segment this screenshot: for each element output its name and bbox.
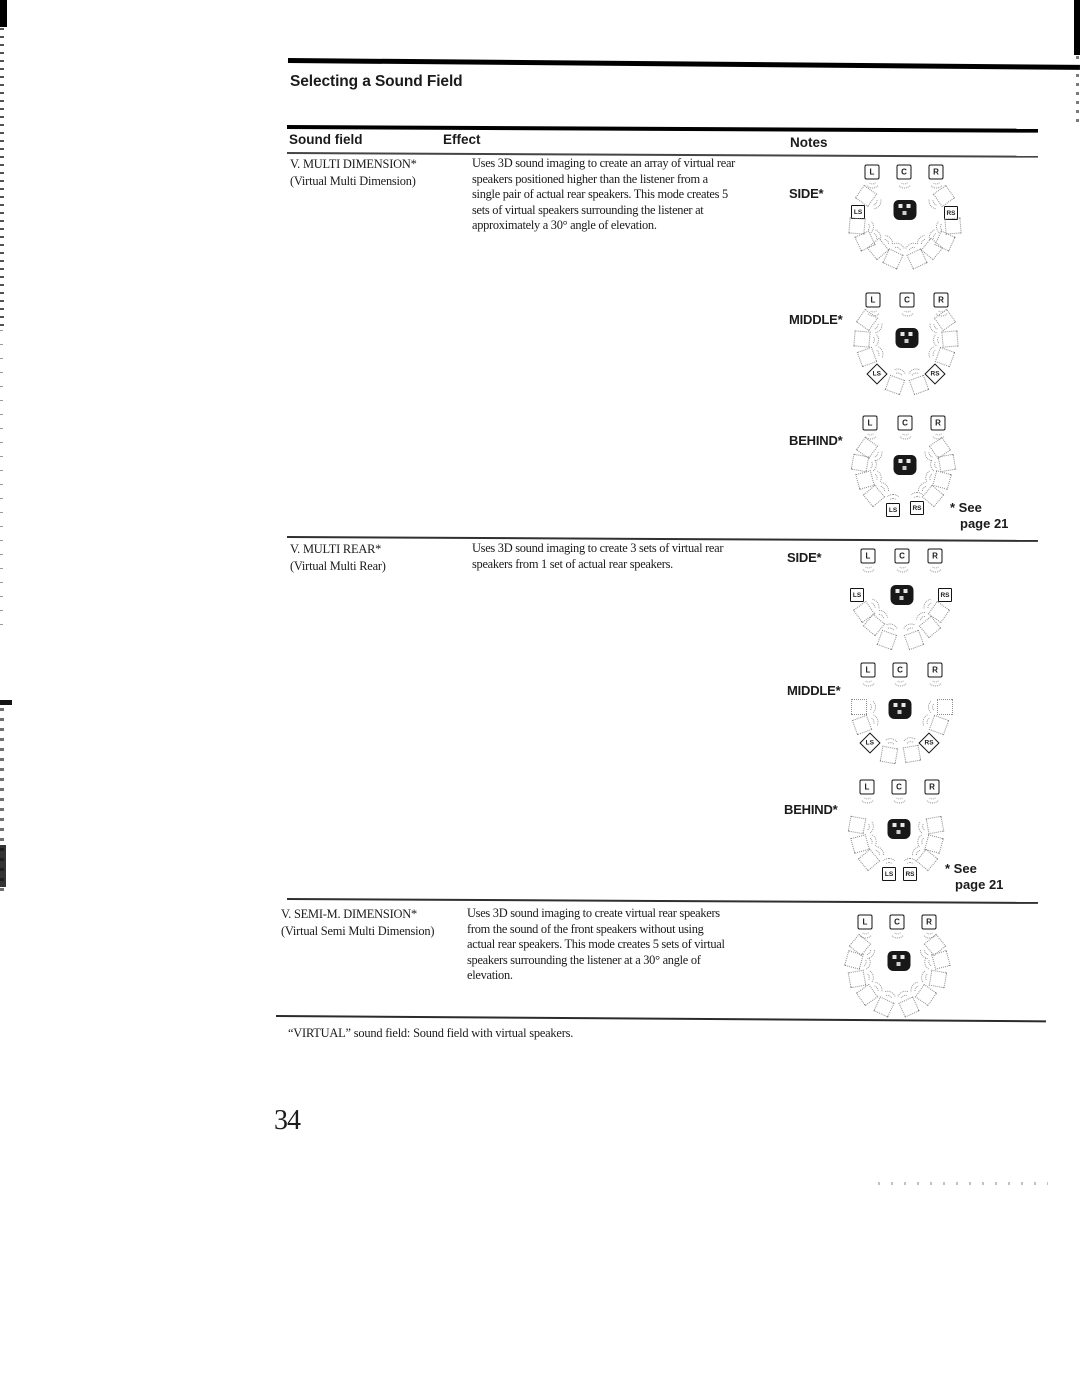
sound-wave-icon	[923, 794, 941, 806]
speaker-label: R	[932, 551, 938, 561]
table-bottom-rule	[276, 1015, 1046, 1022]
page-number: 34	[274, 1105, 300, 1136]
speaker-label: C	[902, 418, 908, 428]
speaker-label: C	[897, 665, 903, 675]
front-speaker-l-icon	[866, 293, 881, 308]
rear-speaker-ls-icon	[882, 867, 896, 881]
front-speaker-r-icon	[928, 549, 943, 564]
effect-line: Uses 3D sound imaging to create 3 sets of virtual rear	[472, 541, 724, 555]
virtual-speaker-icon	[848, 816, 867, 835]
front-speaker-l-icon	[861, 663, 876, 678]
front-speaker-l-icon	[865, 165, 880, 180]
virtual-speaker-icon	[858, 849, 881, 872]
sound-wave-icon	[893, 986, 914, 1004]
speaker-label: RS	[940, 591, 950, 599]
front-speaker-c-icon	[898, 416, 913, 431]
effect-line: approximately a 30° angle of elevation.	[472, 218, 657, 233]
virtual-speaker-icon	[915, 984, 937, 1006]
rear-speaker-rs-icon	[903, 867, 917, 881]
effect-text	[472, 541, 792, 572]
virtual-speaker-icon	[856, 984, 878, 1006]
virtual-speaker-icon	[904, 630, 925, 651]
sound-wave-icon	[865, 594, 885, 616]
virtual-speaker-icon	[909, 375, 930, 396]
speaker-label: LS	[865, 739, 875, 747]
speaker-label: R	[933, 167, 939, 177]
front-speaker-c-icon	[893, 663, 908, 678]
front-speaker-c-icon	[897, 165, 912, 180]
table-row-sound-field	[290, 541, 475, 574]
speaker-label: L	[870, 295, 876, 305]
virtual-speaker-icon	[885, 375, 906, 396]
surround-speaker-ls-icon	[859, 732, 880, 753]
virtual-speaker-icon	[929, 970, 948, 989]
see-page-note	[945, 861, 1003, 892]
sound-wave-icon	[918, 710, 935, 731]
speaker-label: L	[869, 167, 875, 177]
surround-speaker-rs-icon	[918, 732, 939, 753]
front-speaker-c-icon	[892, 780, 907, 795]
sound-wave-icon	[905, 977, 925, 999]
sound-wave-icon	[926, 563, 944, 575]
column-header-notes: Notes	[790, 135, 828, 150]
virtual-speaker-icon	[844, 950, 864, 970]
sound-wave-icon	[865, 710, 882, 731]
sound-wave-icon	[913, 477, 934, 499]
virtual-speaker-icon	[926, 816, 945, 835]
speaker-label: LS	[888, 506, 898, 514]
front-speaker-r-icon	[931, 416, 946, 431]
virtual-speaker-icon	[944, 217, 961, 234]
front-speaker-c-icon	[900, 293, 915, 308]
sound-wave-icon	[864, 830, 880, 850]
column-header-sound-field: Sound field	[289, 132, 363, 147]
rear-speaker-ls-icon	[850, 588, 864, 602]
front-speaker-r-icon	[925, 780, 940, 795]
sound-wave-icon	[926, 677, 944, 689]
sound-wave-icon	[913, 830, 929, 850]
effect-line: sets of virtual speakers surrounding the listener at	[472, 202, 704, 217]
effect-line: from the sound of the front speakers without using	[467, 921, 704, 936]
table-row-sound-field	[290, 156, 475, 189]
sound-wave-icon	[879, 986, 900, 1004]
speaker-label: C	[894, 917, 900, 927]
sound-wave-icon	[870, 342, 887, 363]
rear-speaker-rs-icon	[910, 501, 924, 515]
notes-position-label: BEHIND*	[789, 433, 843, 448]
effect-line: Uses 3D sound imaging to create virtual rear speakers	[467, 906, 720, 920]
sound-wave-icon	[896, 430, 914, 442]
front-speaker-l-icon	[860, 780, 875, 795]
sound-wave-icon	[895, 179, 913, 191]
sound-wave-icon	[868, 317, 888, 339]
table-row-sound-field	[281, 906, 466, 939]
sound-field-name: V. MULTI DIMENSION*	[290, 157, 417, 171]
front-speaker-r-icon	[934, 293, 949, 308]
speaker-label: RS	[946, 209, 956, 217]
sound-wave-icon	[869, 841, 890, 863]
effect-line: speakers from 1 set of actual rear speakers.	[472, 556, 673, 571]
notes-position-label: MIDDLE*	[789, 312, 843, 327]
virtual-speaker-icon	[898, 996, 919, 1017]
scan-artifact	[0, 330, 3, 630]
see-page-note	[950, 500, 1008, 531]
sound-wave-icon	[921, 466, 937, 486]
speaker-label: C	[896, 782, 902, 792]
speaker-label: L	[864, 782, 870, 792]
virtual-speaker-icon	[857, 347, 878, 368]
sound-wave-icon	[866, 698, 878, 716]
virtual-speaker-icon	[873, 996, 894, 1017]
table-header-rule	[287, 125, 1038, 133]
effect-text	[472, 156, 792, 234]
virtual-speaker-icon	[863, 485, 886, 508]
sound-wave-icon	[869, 466, 885, 486]
notes-position-label: MIDDLE*	[787, 683, 841, 698]
see-note-line: page 21	[955, 876, 1004, 892]
effect-line: speakers surrounding the listener at a 30° angle of	[467, 952, 701, 967]
scan-artifact	[0, 28, 4, 328]
sound-wave-icon	[891, 677, 909, 689]
sound-wave-icon	[904, 364, 925, 381]
page-title: Selecting a Sound Field	[290, 73, 463, 90]
notes-position-label: BEHIND*	[784, 802, 838, 817]
listener-icon	[889, 699, 912, 719]
virtual-speaker-icon	[856, 309, 878, 331]
scan-artifact	[0, 845, 6, 887]
front-speaker-l-icon	[861, 549, 876, 564]
sound-wave-icon	[881, 619, 902, 636]
virtual-speaker-icon	[848, 970, 867, 989]
sound-wave-icon	[859, 677, 877, 689]
virtual-speaker-icon	[941, 330, 958, 347]
virtual-speaker-icon	[853, 330, 870, 347]
notes-position-label: SIDE*	[787, 550, 822, 565]
front-speaker-r-icon	[928, 663, 943, 678]
sound-wave-icon	[923, 193, 943, 215]
speaker-label: L	[865, 665, 871, 675]
sound-wave-icon	[918, 594, 938, 616]
rear-speaker-rs-icon	[938, 588, 952, 602]
virtual-speaker-icon	[933, 185, 955, 207]
virtual-speaker-icon	[855, 185, 877, 207]
sound-field-subname: (Virtual Multi Rear)	[290, 558, 386, 573]
sound-wave-icon	[901, 238, 922, 256]
listener-icon	[894, 455, 917, 475]
virtual-speaker-icon	[877, 630, 898, 651]
effect-line: Uses 3D sound imaging to create an array of virtual rear	[472, 156, 736, 170]
speaker-label: C	[904, 295, 910, 305]
effect-line: single pair of actual rear speakers. This mode creates 5	[472, 187, 728, 202]
effect-line: speakers positioned higher than the listener from a	[472, 171, 708, 186]
sound-wave-icon	[926, 698, 938, 716]
table-footnote: “VIRTUAL” sound field: Sound field with virtual speakers.	[288, 1026, 574, 1040]
virtual-speaker-icon	[935, 347, 956, 368]
speaker-label: LS	[852, 591, 862, 599]
surround-speaker-ls-icon	[866, 363, 887, 384]
speaker-label: LS	[872, 370, 882, 378]
virtual-speaker-icon	[934, 309, 956, 331]
sound-wave-icon	[912, 230, 933, 252]
front-speaker-l-icon	[863, 416, 878, 431]
speaker-label: R	[929, 782, 935, 792]
sound-wave-icon	[888, 929, 906, 941]
sound-wave-icon	[858, 794, 876, 806]
scan-artifact	[0, 700, 12, 705]
front-speaker-l-icon	[858, 915, 873, 930]
sound-field-name: V. MULTI REAR*	[290, 542, 382, 556]
scan-artifact	[0, 0, 7, 27]
front-speaker-c-icon	[890, 915, 905, 930]
sound-wave-icon	[889, 364, 910, 381]
front-speaker-r-icon	[922, 915, 937, 930]
speaker-label: LS	[884, 870, 894, 878]
sound-wave-icon	[868, 977, 888, 999]
virtual-speaker-icon	[851, 699, 867, 715]
virtual-speaker-icon	[880, 746, 899, 765]
section-divider-rule	[288, 58, 1080, 70]
notes-position-label: SIDE*	[789, 186, 824, 201]
sound-wave-icon	[859, 563, 877, 575]
virtual-speaker-icon	[931, 950, 951, 970]
listener-icon	[896, 328, 919, 348]
listener-icon	[888, 819, 911, 839]
virtual-speaker-icon	[929, 715, 950, 736]
speaker-label: L	[865, 551, 871, 561]
listener-icon	[891, 585, 914, 605]
front-speaker-r-icon	[929, 165, 944, 180]
front-speaker-c-icon	[895, 549, 910, 564]
sound-wave-icon	[899, 619, 920, 636]
sound-wave-icon	[893, 563, 911, 575]
rear-speaker-ls-icon	[886, 503, 900, 517]
sound-wave-icon	[900, 734, 920, 749]
sound-wave-icon	[880, 856, 898, 868]
speaker-label: RS	[924, 739, 934, 747]
speaker-label: RS	[905, 870, 915, 878]
sound-wave-icon	[907, 841, 928, 863]
virtual-speaker-icon	[938, 454, 957, 473]
speaker-label: R	[938, 295, 944, 305]
scan-artifact	[1074, 0, 1080, 55]
speaker-label: C	[899, 551, 905, 561]
sound-field-subname: (Virtual Multi Dimension)	[290, 173, 416, 188]
column-header-effect: Effect	[443, 132, 481, 147]
sound-wave-icon	[890, 794, 908, 806]
see-note-line: * See	[950, 500, 982, 515]
virtual-speaker-icon	[937, 699, 953, 715]
effect-line: actual rear speakers. This mode creates 5 sets of virtual	[467, 937, 725, 952]
listener-icon	[894, 200, 917, 220]
see-note-line: page 21	[960, 515, 1009, 531]
speaker-label: LS	[853, 208, 863, 216]
speaker-label: L	[862, 917, 868, 927]
speaker-label: C	[901, 167, 907, 177]
sound-wave-icon	[867, 193, 887, 215]
virtual-speaker-icon	[851, 454, 870, 473]
scan-artifact	[878, 1182, 1048, 1185]
sound-field-subname: (Virtual Semi Multi Dimension)	[281, 923, 435, 938]
see-note-line: * See	[945, 861, 977, 876]
sound-wave-icon	[872, 605, 894, 626]
sound-wave-icon	[898, 307, 916, 319]
speaker-label: L	[867, 418, 873, 428]
sound-wave-icon	[924, 342, 941, 363]
speaker-label: RS	[930, 370, 940, 378]
speaker-label: R	[935, 418, 941, 428]
effect-line: elevation.	[467, 968, 513, 983]
sound-wave-icon	[888, 238, 909, 256]
listener-icon	[888, 951, 911, 971]
row-separator	[287, 898, 1038, 904]
sound-wave-icon	[881, 735, 901, 750]
sound-wave-icon	[884, 492, 902, 504]
surround-speaker-rs-icon	[924, 363, 945, 384]
sound-wave-icon	[862, 967, 877, 987]
sound-field-name: V. SEMI-M. DIMENSION*	[281, 907, 418, 921]
speaker-label: R	[932, 665, 938, 675]
virtual-speaker-icon	[903, 745, 922, 764]
speaker-label: R	[926, 917, 932, 927]
sound-wave-icon	[919, 445, 939, 467]
speaker-label: RS	[912, 504, 922, 512]
sound-wave-icon	[868, 445, 888, 467]
effect-text	[467, 906, 787, 984]
sound-wave-icon	[874, 477, 895, 499]
